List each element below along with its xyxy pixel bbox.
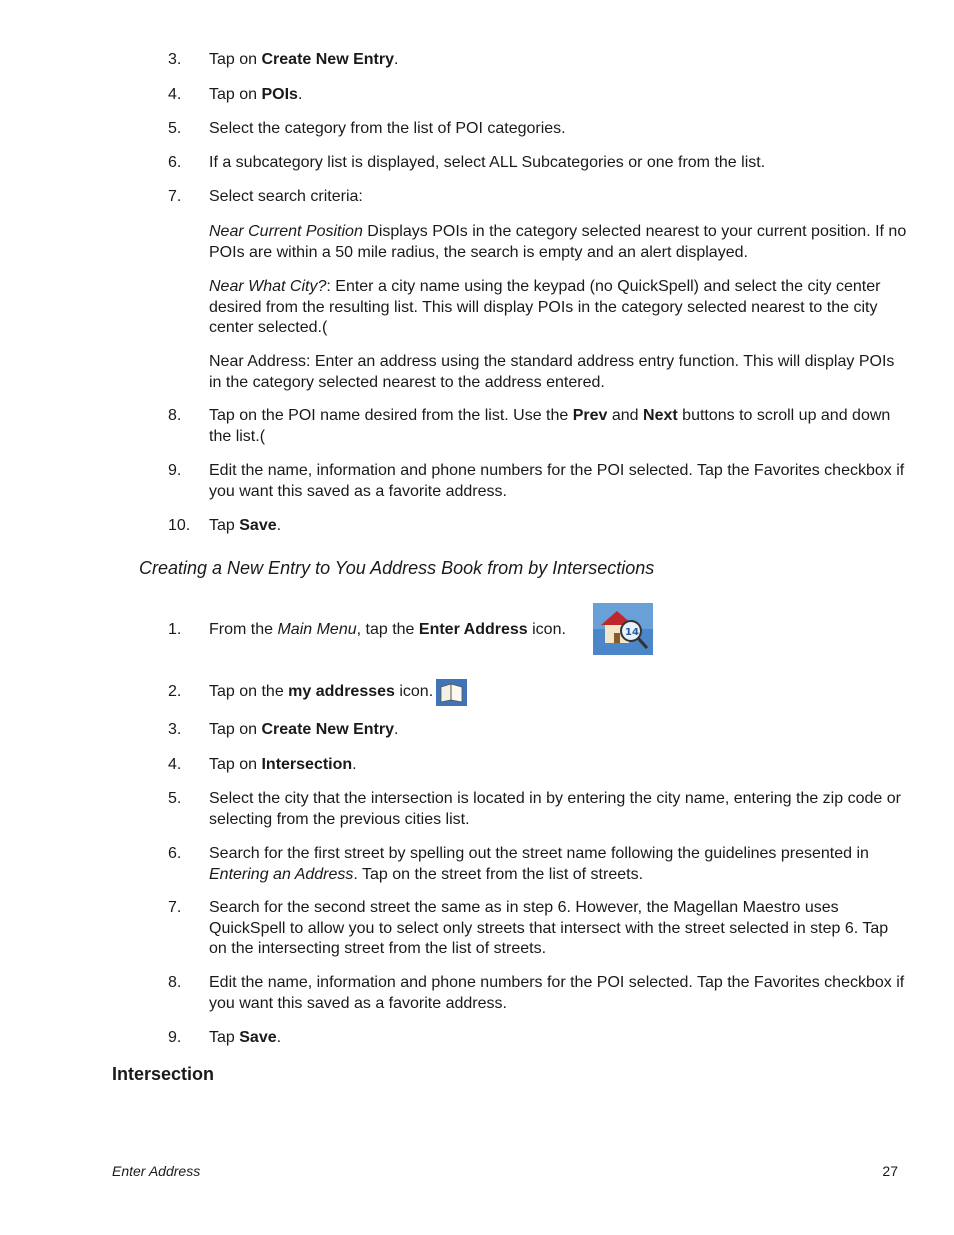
- list-item: 7. Select search criteria:: [168, 188, 363, 205]
- list-item: 6. If a subcategory list is displayed, select ALL Subcategories or one from the list.: [168, 154, 766, 171]
- list-item: 5. Select the city that the intersection is located in by entering the city name, entering the zip code or selecting from the previous cities list.: [168, 790, 901, 828]
- svg-text:14: 14: [625, 627, 639, 638]
- list-item: 4. Tap on Intersection.: [168, 756, 357, 773]
- address-book-icon: [436, 679, 467, 706]
- list-item: 1. From the Main Menu, tap the Enter Address icon.: [168, 621, 566, 638]
- list-item: 7. Search for the second street the same as in step 6. However, the Magellan Maestro uses QuickSpell to allow you to select only streets that intersect with the street selected in step 6. Tap on the intersecting street from the list of streets.: [168, 899, 889, 957]
- section-subheading: Creating a New Entry to You Address Book from by Intersections: [139, 558, 655, 578]
- list-item: 3. Tap on Create New Entry.: [168, 51, 399, 68]
- criteria-near-current-position: Near Current Position Displays POIs in the category selected nearest to your current position. If no POIs are within a 50 mile radius, the search is empty and an alert displayed.: [209, 223, 907, 261]
- page-number: 27: [882, 1163, 898, 1179]
- list-item: 8. Tap on the POI name desired from the list. Use the Prev and Next buttons to scroll up and down the list.(: [168, 407, 891, 445]
- list-item: 9. Edit the name, information and phone numbers for the POI selected. Tap the Favorites checkbox if you want this saved as a favorite address.: [168, 462, 905, 500]
- list-item: 8. Edit the name, information and phone numbers for the POI selected. Tap the Favorites checkbox if you want this saved as a favorite address.: [168, 974, 905, 1012]
- list-item: 5. Select the category from the list of POI categories.: [168, 120, 566, 137]
- list-item: 2. Tap on the my addresses icon.: [168, 683, 434, 700]
- criteria-near-what-city: Near What City?: Enter a city name using the keypad (no QuickSpell) and select the city center desired from the resulting list. This will display POIs in the category selected nearest to the city center selected.(: [209, 278, 881, 336]
- list-item: 3. Tap on Create New Entry.: [168, 721, 399, 738]
- section-heading: Intersection: [112, 1064, 215, 1084]
- criteria-near-address: Near Address: Enter an address using the standard address entry function. This will display POIs in the category selected nearest to the address entered.: [209, 353, 895, 391]
- list-item: 4. Tap on POIs.: [168, 86, 303, 103]
- list-item: 6. Search for the first street by spelling out the street name following the guidelines presented in Entering an Address. Tap on the street from the list of streets.: [168, 845, 869, 883]
- list-item: 10. Tap Save.: [168, 517, 282, 534]
- list-item: 9. Tap Save.: [168, 1029, 282, 1046]
- house-magnifier-icon: [593, 603, 653, 655]
- footer-section-title: Enter Address: [112, 1163, 201, 1179]
